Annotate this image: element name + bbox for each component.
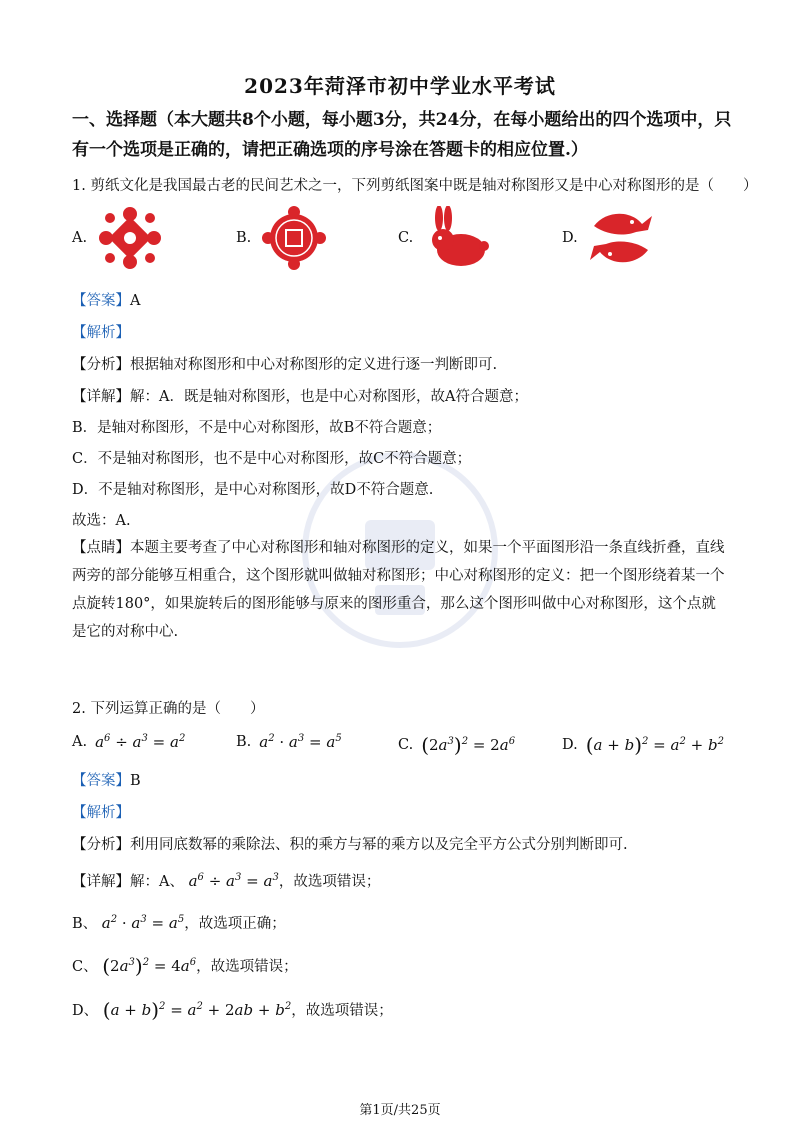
q1-line-d: D．不是轴对称图形，是中心对称图形，故D不符合题意.: [72, 482, 434, 498]
q2-option-d[interactable]: D. $(a + b)^2 = a^2 + b^2$: [562, 733, 724, 757]
q1-line-c: C．不是轴对称图形，也不是中心对称图形，故C不符合题意；: [72, 451, 472, 467]
q2-option-c-formula: $(2a^3)^2 = 2a^6$: [421, 733, 516, 757]
page-title: 2023年菏泽市初中学业水平考试: [244, 74, 556, 98]
section-heading: 一、选择题（本大题共8个小题，每小题3分，共24分，在每小题给出的四个选项中，只有一个选项是正确的，请把正确选项的序号涂在答题卡的相应位置.）: [72, 110, 732, 160]
q1-fenxi: 【分析】根据轴对称图形和中心对称图形的定义进行逐一判断即可.: [72, 357, 498, 373]
q2-option-b[interactable]: B. $a^2 \cdot a^3 = a^5$: [236, 733, 342, 751]
q2-stem: 2. 下列运算正确的是（ ）: [72, 701, 265, 717]
q2-xiangjie-b: B、 $a^2 \cdot a^3 = a^5$，故选项正确；: [72, 914, 286, 932]
q1-option-b[interactable]: B.: [236, 206, 329, 270]
q2-option-d-formula: $(a + b)^2 = a^2 + b^2$: [585, 733, 724, 757]
q1-option-d[interactable]: D.: [562, 206, 656, 270]
q1-line-b: B．是轴对称图形，不是中心对称图形，故B不符合题意；: [72, 420, 442, 436]
q1-dianjing: 【点睛】本题主要考查了中心对称图形和轴对称图形的定义，如果一个平面图形沿一条直线折叠，直线两旁的部分能够互相重合，这个图形就叫做轴对称图形；中心对称图形的定义：把一个图形绕着某一个点旋转180°，如果旋转后的图形能够与原来的图形重合，那么这个图形叫做中心对称图形，这个点就是它的对称中心.: [72, 540, 725, 640]
q1-xiangjie: 【详解】解：A．既是轴对称图形，也是中心对称图形，故A符合题意；: [72, 389, 528, 405]
q2-option-c[interactable]: C. $(2a^3)^2 = 2a^6$: [398, 733, 516, 757]
q2-xiangjie-c: C、 $(2a^3)^2 = 4a^6$，故选项错误；: [72, 954, 298, 978]
q2-answer: 【答案】B: [72, 773, 141, 789]
papercut-rabbit-icon: [421, 206, 491, 270]
q1-option-c[interactable]: C.: [398, 206, 491, 270]
papercut-round-lattice-icon: [259, 206, 329, 270]
papercut-flower-square-icon: [95, 206, 165, 270]
q1-stem: 1. 剪纸文化是我国最古老的民间艺术之一，下列剪纸图案中既是轴对称图形又是中心对称图形的是（ ）: [72, 178, 758, 194]
q2-fenxi: 【分析】利用同底数幂的乘除法、积的乘方与幂的乘方以及完全平方公式分别判断即可.: [72, 837, 628, 853]
q1-answer: 【答案】A: [72, 293, 141, 309]
q1-option-a[interactable]: A.: [72, 206, 165, 270]
q2-option-a[interactable]: A. $a^6 \div a^3 = a^2$: [72, 733, 186, 751]
q2-xiangjie-a: 【详解】解：A、 $a^6 \div a^3 = a^3$，故选项错误；: [72, 872, 381, 890]
papercut-twin-fish-icon: [586, 206, 656, 270]
page-footer: 第1页/共25页: [359, 1103, 441, 1118]
q2-option-a-formula: $a^6 \div a^3 = a^2$: [95, 733, 186, 751]
q2-xiangjie-d: D、 $(a + b)^2 = a^2 + 2ab + b^2$，故选项错误；: [72, 998, 393, 1022]
q1-choice: 故选：A.: [72, 513, 131, 529]
q1-analysis-tag: 【解析】: [72, 325, 130, 341]
q2-analysis-tag: 【解析】: [72, 805, 130, 821]
q2-option-b-formula: $a^2 \cdot a^3 = a^5$: [259, 733, 342, 751]
